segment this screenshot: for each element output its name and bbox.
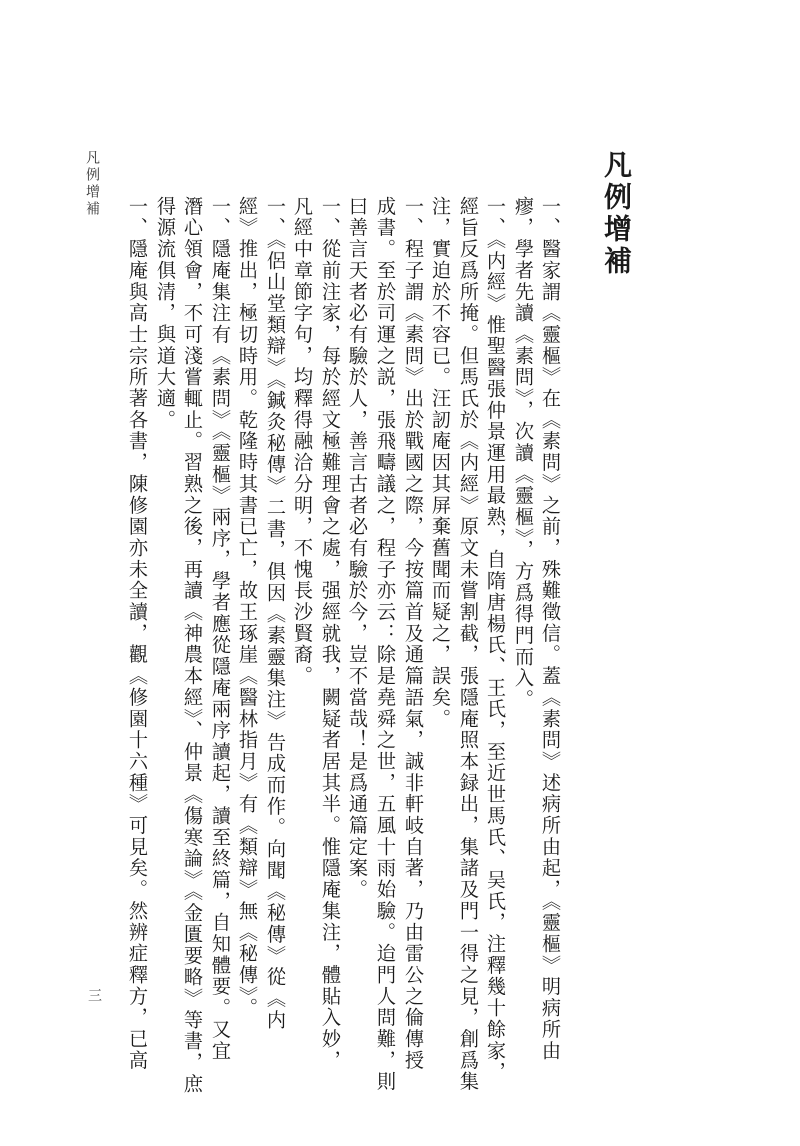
text-line: 曰善言天者必有驗於人，善言古者必有驗於今，豈不當哉！是爲通篇定案。 <box>346 196 369 901</box>
text-line: 一、《内經》惟聖醫張仲景運用最熟，自隋唐楊氏、王氏，至近世馬氏、吴氏，注釋幾十餘家， <box>484 196 507 1084</box>
text-line: 一、醫家謂《靈樞》在《素問》之前，殊難徵信。蓋《素問》述病所由起，《靈樞》明病所由 <box>539 196 562 1062</box>
text-line: 凡經中章節字句，均釋得融洽分明，不愧長沙賢裔。 <box>291 196 314 688</box>
page-title: 凡例增補 <box>600 150 633 278</box>
text-line: 經旨反爲所掩。但馬氏於《内經》原文未嘗割截，張隱庵照本録出，集諸及門一得之見，創爲集 <box>457 196 480 1093</box>
text-line: 經》推出，極切時用。乾隆時其書已亡，故王琢崖《醫林指月》有《類辯》無《秘傳》。 <box>236 196 259 1020</box>
text-line: 成書。至於司運之説，張飛疇議之，程子亦云：除是堯舜之世，五風十雨始驗。迨門人問難，則 <box>374 196 397 1093</box>
page-number: 三 <box>86 988 102 1002</box>
text-line: 潛心領會，不可淺嘗輒止。習熟之後，再讀《神農本經》、仲景《傷寒論》《金匱要略》等書，庶 <box>181 196 204 1095</box>
text-line: 一、《侶山堂類辯》《鍼灸秘傳》二書，俱因《素靈集注》告成而作。向聞《秘傳》從《内 <box>264 196 287 1031</box>
text-line: 一、隱庵與高士宗所著各書，陳修園亦未全讀，觀《修園十六種》可見矣。然辨症釋方，已高 <box>126 196 149 1072</box>
text-line: 一、程子謂《素問》出於戰國之際，今按篇首及通篇語氣，誠非軒岐自著，乃由雷公之倫傳授 <box>402 196 425 1072</box>
text-line: 一、從前注家，每於經文極難理會之處，强經就我，闕疑者居其半。惟隱庵集注，體貼入妙， <box>319 196 342 1072</box>
text-line: 一、隱庵集注有《素問》《靈樞》兩序，學者應從隱庵兩序讀起，讀至終篇，自知體要。又宜 <box>209 196 232 1062</box>
running-head: 凡例增補 <box>84 150 100 218</box>
text-line: 瘳，學者先讀《素問》，次讀《靈樞》，方爲得門而入。 <box>512 196 535 711</box>
text-line: 注，實迫於不容已。汪訒庵因其屏棄舊聞而疑之，誤矣。 <box>429 196 452 730</box>
text-line: 得源流俱清，與道大適。 <box>154 196 177 431</box>
